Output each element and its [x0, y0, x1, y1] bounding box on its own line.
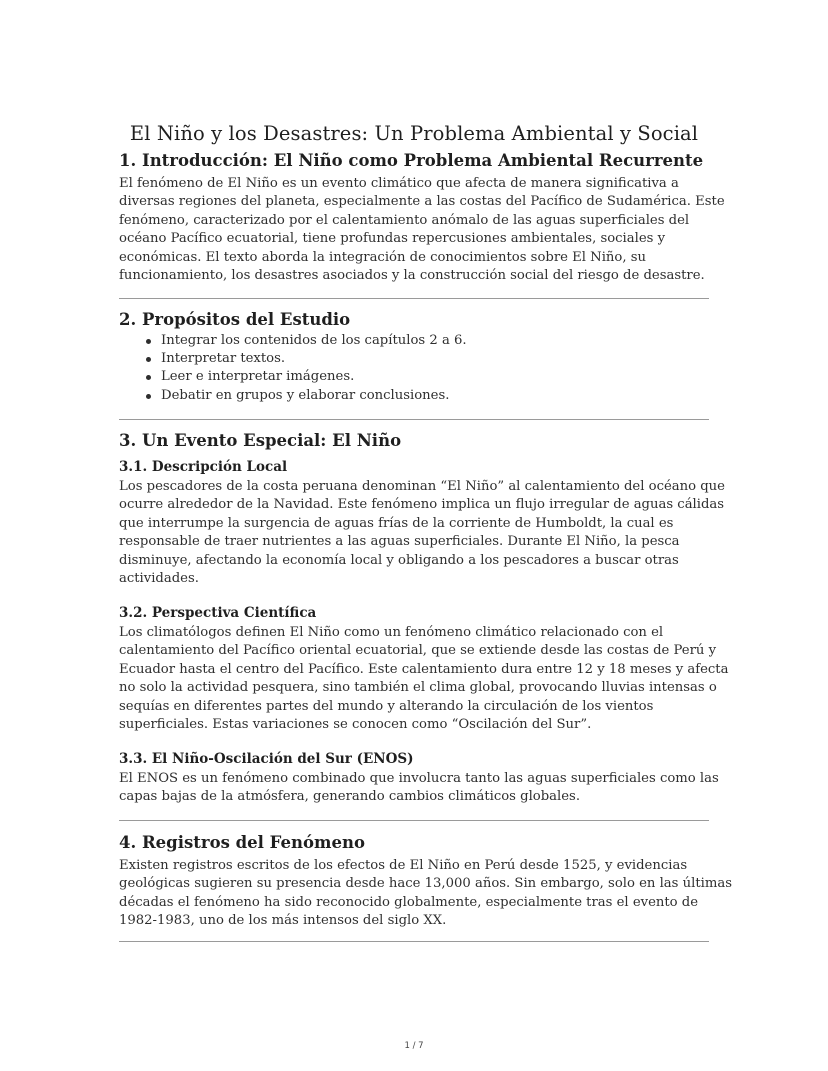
paragraph-line: calentamiento del Pacífico oriental ecuatorial, que se extiende desde las costas de Perú y — [119, 643, 717, 659]
paragraph-line: El fenómeno de El Niño es un evento climático que afecta de manera significativa a — [119, 176, 679, 191]
subsection-heading: 3.1. Descripción Local — [119, 459, 288, 475]
list-item: Interpretar textos. — [143, 350, 709, 368]
paragraph-line: El ENOS es un fenómeno combinado que involucra tanto las aguas superficiales como las — [119, 771, 719, 786]
list-item: Leer e interpretar imágenes. — [143, 368, 709, 386]
paragraph-line: Los pescadores de la costa peruana denominan “El Niño” al calentamiento del océano que — [119, 479, 725, 494]
section-introduction — [119, 151, 725, 285]
section-body — [119, 175, 725, 285]
list-item: Debatir en grupos y elaborar conclusiones. — [143, 387, 709, 405]
subsection-body — [119, 624, 729, 734]
page-indicator: 1 / 7 — [404, 1041, 424, 1051]
paragraph-line: Ecuador hasta el centro del Pacífico. Este calentamiento dura entre 12 y 18 meses y afecta — [119, 661, 729, 677]
paragraph-line: ocurre alrededor de la Navidad. Este fenómeno implica un flujo irregular de aguas cálidas — [119, 497, 725, 513]
paragraph-line: no solo la actividad pesquera, sino también el clima global, provocando lluvias intensas o — [119, 680, 717, 696]
section-heading-special-event: 3. Un Evento Especial: El Niño — [119, 431, 402, 450]
section-divider — [119, 941, 709, 942]
paragraph-line: económicas. El texto aborda la integración de conocimientos sobre El Niño, su — [119, 249, 646, 265]
section-divider — [119, 419, 709, 420]
section-divider — [119, 820, 709, 821]
paragraph-line: sequías en diferentes partes del mundo y alterando la circulación de los vientos — [119, 698, 654, 714]
section-heading-purposes: 2. Propósitos del Estudio — [119, 310, 351, 329]
subsection-enso — [119, 750, 719, 807]
section-records — [119, 833, 732, 931]
paragraph-line: que interrumpe la surgencia de aguas frías de la corriente de Humboldt, la cual es — [119, 515, 674, 531]
section-special-event — [119, 431, 709, 451]
purposes-list — [119, 332, 709, 405]
paragraph-line: actividades. — [119, 571, 199, 587]
paragraph-line: geológicas sugieren su presencia desde hace 13,000 años. Sin embargo, solo en las últimas — [119, 876, 732, 892]
paragraph-line: capas bajas de la atmósfera, generando cambios climáticos globales. — [119, 789, 581, 805]
subsection-heading: 3.3. El Niño-Oscilación del Sur (ENOS) — [119, 751, 414, 767]
section-body — [119, 857, 732, 931]
subsection-local-description — [119, 458, 725, 588]
subsection-body — [119, 478, 725, 588]
section-heading-introduction: 1. Introducción: El Niño como Problema Ambiental Recurrente — [119, 151, 704, 170]
section-purposes — [119, 310, 709, 405]
paragraph-line: responsable de traer nutrientes a las aguas superficiales. Durante El Niño, la pesca — [119, 534, 680, 550]
paragraph-line: 1982-1983, uno de los más intensos del siglo XX. — [119, 913, 447, 929]
paragraph-line: fenómeno, caracterizado por el calentamiento anómalo de las aguas superficiales del — [119, 212, 690, 228]
paragraph-line: disminuye, afectando la economía local y obligando a los pescadores a buscar otras — [119, 552, 679, 568]
subsection-heading: 3.2. Perspectiva Científica — [119, 605, 317, 621]
subsection-body — [119, 770, 719, 807]
list-item: Integrar los contenidos de los capítulos 2 a 6. — [143, 332, 709, 350]
paragraph-line: océano Pacífico ecuatorial, tiene profundas repercusiones ambientales, sociales y — [119, 231, 666, 247]
paragraph-line: funcionamiento, los desastres asociados y la construcción social del riesgo de desastre. — [119, 268, 705, 284]
paragraph-line: Existen registros escritos de los efectos de El Niño en Perú desde 1525, y evidencias — [119, 858, 688, 873]
subsection-scientific-perspective — [119, 604, 729, 734]
paragraph-line: Los climatólogos definen El Niño como un fenómeno climático relacionado con el — [119, 625, 664, 640]
document-title: El Niño y los Desastres: Un Problema Ambiental y Social — [129, 122, 699, 145]
section-divider — [119, 298, 709, 299]
paragraph-line: diversas regiones del planeta, especialmente a las costas del Pacífico de Sudamérica. Este — [119, 194, 725, 210]
section-heading-records: 4. Registros del Fenómeno — [119, 833, 365, 852]
paragraph-line: décadas el fenómeno ha sido reconocido globalmente, especialmente tras el evento de — [119, 894, 699, 910]
paragraph-line: superficiales. Estas variaciones se conocen como “Oscilación del Sur”. — [119, 717, 592, 733]
